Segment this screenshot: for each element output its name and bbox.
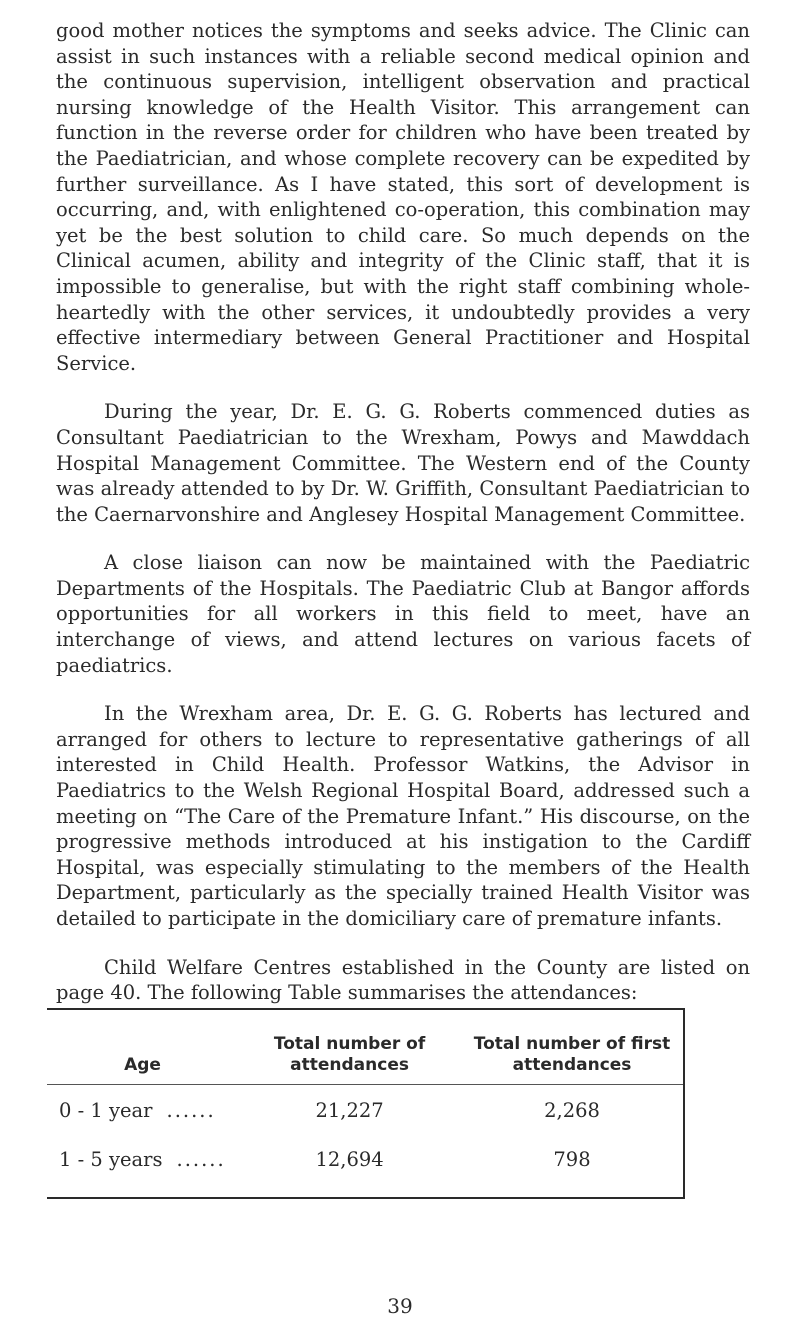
row-age-cell xyxy=(47,1085,238,1135)
row-total-cell: 12,694 xyxy=(315,1148,384,1171)
leader-dots: ...... xyxy=(166,1099,216,1122)
row-first-cell: 2,268 xyxy=(544,1099,600,1122)
paragraph-5: Child Welfare Centres established in the County are listed on page 40. The following Table summarises the attendances: xyxy=(56,955,750,1005)
table-row xyxy=(47,1085,684,1135)
row-age-label: 1 - 5 years xyxy=(59,1148,163,1171)
paragraph-3: A close liaison can now be maintained with the Paediatric Departments of the Hospitals. The Paediatric Club at Bangor affords opportunities for all workers in this field to meet, have an interchange of views, and attend lectures on various facets of paediatrics. xyxy=(56,551,750,677)
row-age-label: 0 - 1 year xyxy=(59,1099,153,1122)
row-age-cell xyxy=(47,1134,238,1198)
paragraph-2: During the year, Dr. E. G. G. Roberts commenced duties as Consultant Paediatrician to the Wrexham, Powys and Mawddach Hospital Management Committee. The Western end of the County was already attended to by Dr. W. Griffith, Consultant Paediatrician to the Caernarvonshire and Anglesey Hospital Management Committee. xyxy=(56,400,750,526)
attendance-table xyxy=(47,1008,685,1199)
paragraph-1: good mother notices the symptoms and seeks advice. The Clinic can assist in such instances with a reliable second medical opinion and the continuous supervision, intelligent observation and practical nursing knowledge of the Health Visitor. This arrangement can function in the reverse order for children who have been treated by the Paediatrician, and whose complete recovery can be expedited by further surveillance. As I have stated, this sort of development is occurring, and, with enlightened co-operation, this combination may yet be the best solution to child care. So much depends on the Clinical acumen, ability and integrity of the Clinic staff, that it is impossible to generalise, but with the right staff combining whole-heartedly with the other services, it undoubtedly provides a very effective intermediary between General Practitioner and Hospital Service. xyxy=(56,19,750,375)
table-header-row xyxy=(47,1009,684,1085)
document-body xyxy=(56,18,750,1029)
table-row xyxy=(47,1134,684,1198)
header-total-attendances: Total number of attendances xyxy=(238,1009,461,1085)
row-total-cell: 21,227 xyxy=(315,1099,384,1122)
attendance-table-container xyxy=(47,1008,685,1266)
row-first-cell: 798 xyxy=(553,1148,591,1171)
header-first-attendances: Total number of first attendances xyxy=(461,1009,684,1085)
header-age: Age xyxy=(47,1009,238,1085)
leader-dots: ...... xyxy=(176,1148,226,1171)
page-number: 39 xyxy=(387,1294,413,1318)
paragraph-4: In the Wrexham area, Dr. E. G. G. Roberts has lectured and arranged for others to lecture to representative gatherings of all interested in Child Health. Professor Watkins, the Advisor in Paediatrics to the Welsh Regional Hospital Board, addressed such a meeting on “The Care of the Premature Infant.” His discourse, on the progressive methods introduced at his instigation to the Cardiff Hospital, was especially stimulating to the members of the Health Department, particularly as the specially trained Health Visitor was detailed to participate in the domiciliary care of premature infants. xyxy=(56,702,750,930)
